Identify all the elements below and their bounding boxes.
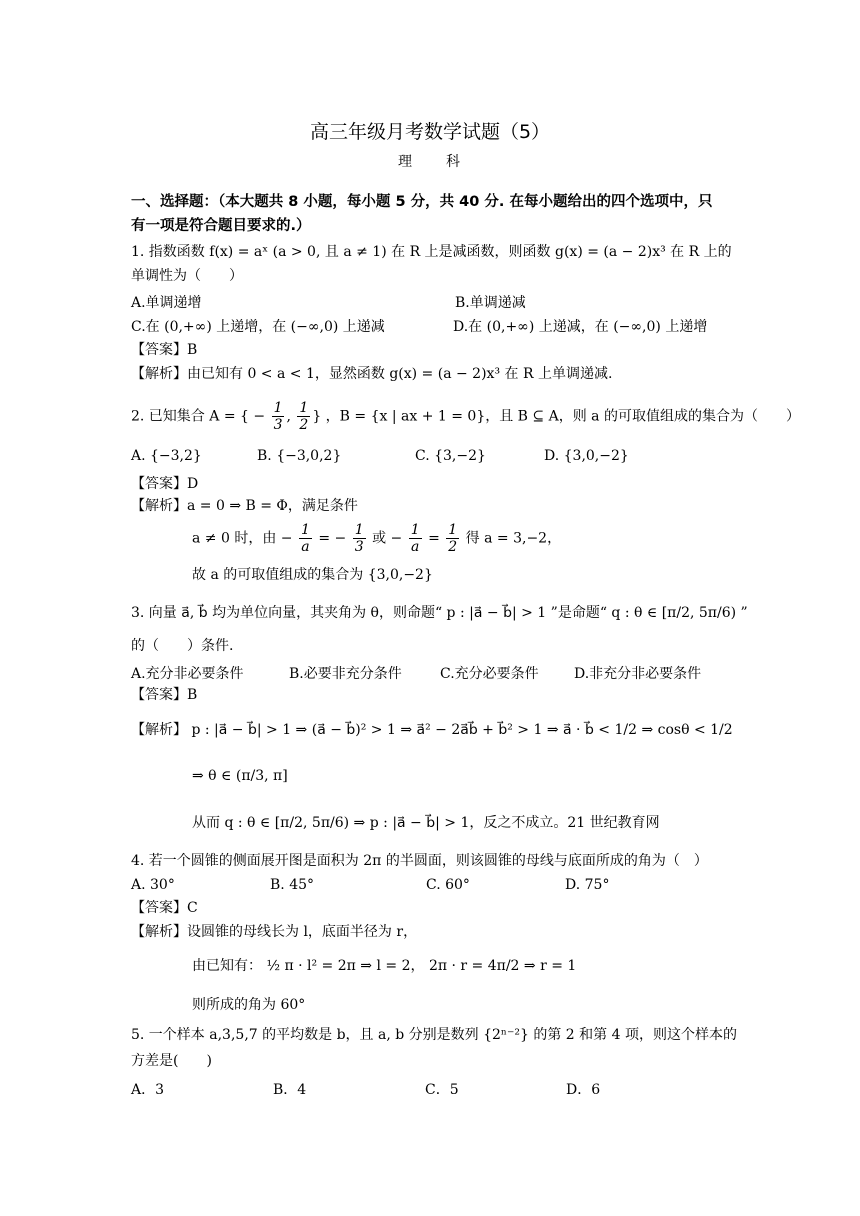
q1-option-a: A.单调递增 [131,295,202,311]
q1-option-d: D.在 (0,+∞) 上递减，在 (−∞,0) 上递增 [453,319,708,335]
q3-analysis-line3: 从而 q : θ ∈ [π/2, 5π/6) ⇒ p : |a⃗ − b⃗| > 1，反之不成立。21 世纪教育网 [192,815,660,831]
q1-stem-line1: 1. 指数函数 f(x) = aˣ (a > 0, 且 a ≠ 1) 在 R 上是减函数，则函数 g(x) = (a − 2)x³ 在 R 上的 [131,244,732,260]
q2-analysis2-mid2: 或 − [372,530,403,547]
q4-option-b: B. 45° [270,877,315,893]
q2-frac-1-2 [297,400,310,433]
q3-option-c: C.充分必要条件 [440,666,539,682]
q2-analysis-line2 [192,522,561,555]
q2-frac2-denominator: 2 [299,417,309,434]
page-title: 高三年级月考数学试题（5） [309,121,551,143]
q5-option-d: D．6 [566,1082,601,1098]
q3-answer: 【答案】B [131,687,198,703]
q2-frac-1-2b: $\frac{1}{2}$ [448,522,458,556]
q1-answer: 【答案】B [131,342,198,358]
q2-answer: 【答案】D [131,476,199,492]
q2-option-d: D. {3,0,−2} [544,448,629,464]
q2-frac2-numerator: 1 [299,400,309,416]
q2-option-c: C. {3,−2} [415,448,486,464]
section-heading-line1: 一、选择题：（本大题共 8 小题，每小题 5 分，共 40 分. 在每小题给出的四个选项中，只 [131,194,713,210]
q3-analysis-line2: ⇒ θ ∈ (π/3, π] [192,768,288,784]
q3-stem-line2: 的（ ）条件. [131,638,234,654]
q5-option-a: A．3 [131,1082,165,1098]
q2-stem: 2. 已知集合 A = { − $\frac{1}{3}$ , $\frac{1}{2}$ } ，B = {x | ax + 1 = 0}，且 B ⊆ A，则 a 的可取值组成的集合为（ ） [131,400,800,434]
q4-answer: 【答案】C [131,900,198,916]
page-subtitle: 理 科 [398,154,462,170]
q4-analysis-line1: 【解析】设圆锥的母线长为 l，底面半径为 r， [131,924,418,940]
q2-analysis-line1: 【解析】a = 0 ⇒ B = Φ，满足条件 [131,498,358,514]
q2-analysis-line3: 故 a 的可取值组成的集合为 {3,0,−2} [192,567,433,583]
q2-analysis2-post: 得 a = 3,−2， [465,530,562,547]
q4-analysis-line3: 则所成的角为 60° [192,997,306,1013]
q4-option-c: C. 60° [426,877,470,893]
q2-option-b: B. {−3,0,2} [257,448,342,464]
section-heading-line2: 有一项是符合题目要求的.） [131,218,311,234]
q5-stem-line2: 方差是( ) [131,1053,212,1069]
q2-stem-suffix: ，B = {x | ax + 1 = 0}，且 B ⊆ A，则 a 的可取值组成的集合为（ ） [325,408,800,425]
q5-option-b: B．4 [273,1082,307,1098]
q2-analysis2-mid1: = − [318,530,347,547]
q1-option-b: B.单调递减 [455,295,526,311]
q3-analysis-line1: 【解析】 p : |a⃗ − b⃗| > 1 ⇒ (a⃗ − b⃗)² > 1 ⇒ a⃗² − 2a⃗b⃗ + b⃗² > 1 ⇒ a⃗ · b⃗ < 1/2 ⇒ cosθ < 1/2 [131,722,733,738]
q2-analysis2-mid3: = [428,530,440,547]
q3-stem-line1: 3. 向量 a⃗, b⃗ 均为单位向量，其夹角为 θ，则命题“ p : |a⃗ − b⃗| > 1 ”是命题“ q : θ ∈ [π/2, 5π/6) ” [131,605,748,621]
q3-option-d: D.非充分非必要条件 [574,666,702,682]
q2-frac-1-3b: $\frac{1}{3}$ [354,522,364,556]
q2-frac-1-a: $\frac{1}{a}$ [300,522,310,556]
q2-set-open: { − [240,408,266,425]
q5-option-c: C．5 [425,1082,459,1098]
q4-analysis-line2: 由已知有： ½ π · l² = 2π ⇒ l = 2， 2π · r = 4π/2 ⇒ r = 1 [192,958,577,974]
q2-option-a: A. {−3,2} [131,448,202,464]
q5-stem-line1: 5. 一个样本 a,3,5,7 的平均数是 b，且 a, b 分别是数列 {2ⁿ⁻²} 的第 2 和第 4 项，则这个样本的 [131,1027,737,1043]
q2-analysis2-pre: a ≠ 0 时，由 − [192,530,293,547]
q4-option-d: D. 75° [565,877,610,893]
q4-option-a: A. 30° [131,877,175,893]
q2-frac1-numerator: 1 [273,400,283,416]
q2-stem-prefix: 2. 已知集合 A = [131,408,236,425]
q2-frac1-denominator: 3 [273,417,283,434]
q2-frac-1-a2: $\frac{1}{a}$ [410,522,420,556]
q2-frac-1-3 [272,400,285,433]
q1-option-c: C.在 (0,+∞) 上递增，在 (−∞,0) 上递减 [131,319,385,335]
q4-stem: 4. 若一个圆锥的侧面展开图是面积为 2π 的半圆面，则该圆锥的母线与底面所成的角为（ ） [131,853,708,869]
q3-option-b: B.必要非充分条件 [289,666,402,682]
q1-analysis: 【解析】由已知有 0 < a < 1，显然函数 g(x) = (a − 2)x³ 在 R 上单调递减. [131,366,613,382]
q3-option-a: A.充分非必要条件 [131,666,244,682]
q1-stem-line2: 单调性为（ ） [131,268,243,284]
